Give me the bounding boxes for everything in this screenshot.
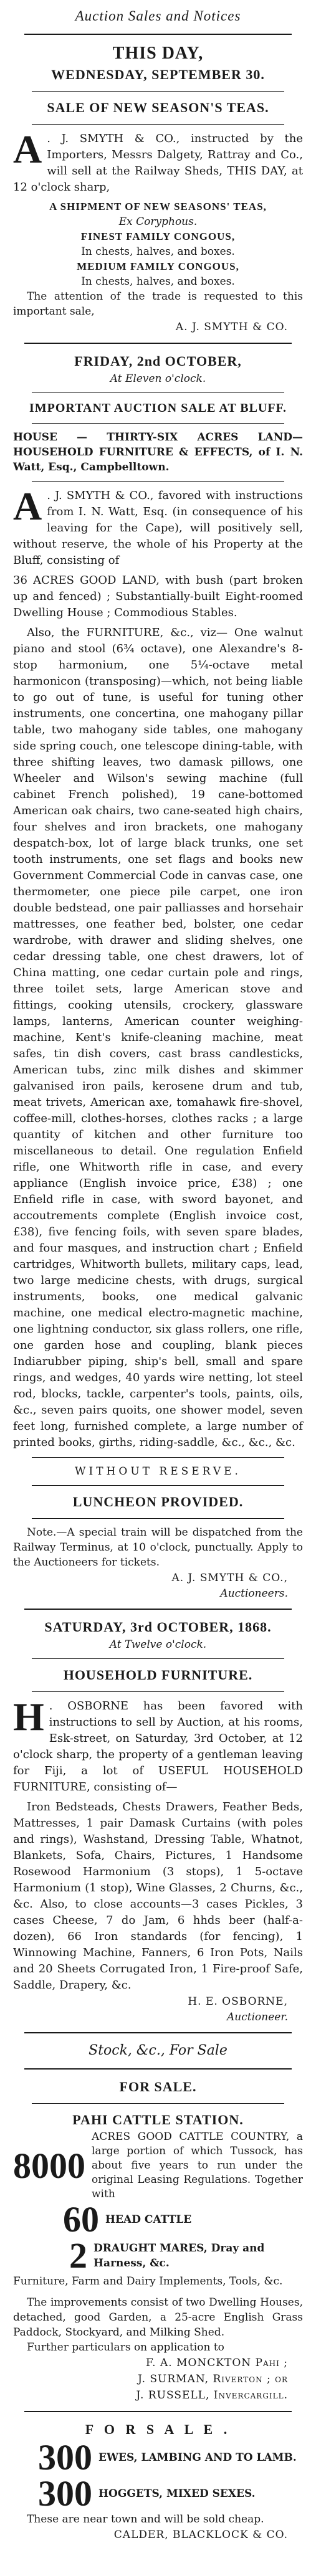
divider bbox=[32, 1457, 284, 1458]
sale-note: Note.—A special train will be dispatched from the Railway Terminus, at 10 o'clock, punctually. Apply to the Auctioneers for tickets. bbox=[13, 1526, 303, 1569]
stock-text: ACRES GOOD CATTLE COUNTRY, a large portion of which Tussock, has about five years to run under the original Leasing Regulations. Together with bbox=[92, 2131, 303, 2200]
sale-line: A SHIPMENT OF NEW SEASONS' TEAS, bbox=[49, 201, 267, 212]
divider bbox=[24, 1609, 292, 1610]
divider bbox=[24, 343, 292, 344]
sale-line: MEDIUM FAMILY CONGOUS, bbox=[77, 260, 239, 272]
sale-title: SALE OF NEW SEASON'S TEAS. bbox=[47, 100, 269, 115]
dropcap: H bbox=[13, 1694, 44, 1739]
divider bbox=[32, 2103, 284, 2104]
divider bbox=[32, 91, 284, 92]
divider bbox=[32, 1518, 284, 1519]
divider bbox=[24, 2411, 292, 2412]
stock-text: HEAD CATTLE bbox=[105, 2213, 192, 2226]
stock-number: 300 bbox=[38, 2473, 92, 2514]
without-reserve: WITHOUT RESERVE. bbox=[75, 1465, 241, 1478]
signature: A. J. SMYTH & CO., bbox=[171, 1572, 288, 1584]
divider bbox=[24, 34, 292, 35]
signature-role: Auctioneer. bbox=[227, 2011, 288, 2023]
sale-time: At Eleven o'clock. bbox=[110, 373, 206, 385]
stock-line: Furniture, Farm and Dairy Implements, Tools, &c. bbox=[13, 2275, 283, 2288]
stock-number: 60 bbox=[63, 2199, 99, 2240]
sale-line: FINEST FAMILY CONGOUS, bbox=[80, 231, 236, 242]
signature: CALDER, BLACKLOCK & CO. bbox=[113, 2529, 288, 2541]
divider bbox=[32, 423, 284, 424]
ad-bluff-sale bbox=[13, 351, 303, 1601]
sale-title: HOUSEHOLD FURNITURE. bbox=[63, 1667, 253, 1683]
sale-date: SATURDAY, 3rd OCTOBER, 1868. bbox=[44, 1619, 272, 1635]
sale-date: WEDNESDAY, SEPTEMBER 30. bbox=[51, 67, 265, 82]
luncheon: LUNCHEON PROVIDED. bbox=[72, 1494, 244, 1509]
stock-line bbox=[13, 2199, 303, 2240]
contact: F. A. MONCKTON Pahi ; bbox=[146, 2357, 288, 2369]
stock-number: 2 bbox=[69, 2235, 87, 2276]
divider bbox=[32, 1485, 284, 1486]
signature-role: Auctioneers. bbox=[220, 1587, 288, 1600]
sale-title: FOR SALE. bbox=[119, 2079, 197, 2094]
sale-subtitle: HOUSE — THIRTY-SIX ACRES LAND— HOUSEHOLD FURNITURE & EFFECTS, of I. N. Watt, Esq., Campbelltown. bbox=[13, 431, 303, 473]
masthead: Auction Sales and Notices bbox=[75, 8, 241, 24]
sale-time: At Twelve o'clock. bbox=[109, 1638, 207, 1651]
divider bbox=[32, 1658, 284, 1659]
sale-acres: 36 ACRES GOOD LAND, with bush (part broken up and fenced) ; Substantially-built Eight-roomed Dwelling House ; Commodious Stables. bbox=[13, 574, 303, 619]
stock-line bbox=[13, 2437, 303, 2478]
station-name: PAHI CATTLE STATION. bbox=[72, 2112, 244, 2127]
sale-title: F O R S A L E . bbox=[85, 2422, 231, 2437]
stock-text: HOGGETS, MIXED SEXES. bbox=[98, 2488, 256, 2500]
sale-title: IMPORTANT AUCTION SALE AT BLUFF. bbox=[29, 401, 287, 415]
sale-body: H . OSBORNE has been favored with instructions to sell by Auction, at his rooms, Esk-street, on Saturday, 3rd October, at 12 o'clock sharp, the property of a gentleman leaving for Fiji, a lot of USEFUL HOUSEHOLD FURNITURE, consisting of— bbox=[13, 1694, 303, 1794]
stock-text: DRAUGHT MARES, Dray and Harness, &c. bbox=[93, 2242, 265, 2269]
dropcap: A bbox=[13, 127, 42, 171]
divider bbox=[32, 392, 284, 393]
stock-line bbox=[13, 2130, 303, 2202]
section-heading: Stock, &c., For Sale bbox=[89, 2043, 227, 2058]
signature: A. J. SMYTH & CO. bbox=[175, 321, 288, 333]
stock-number: 300 bbox=[38, 2437, 92, 2478]
ad-pahi-station bbox=[13, 2077, 303, 2403]
sale-line: In chests, halves, and boxes. bbox=[81, 275, 235, 288]
contact: J. SURMAN, Riverton ; or bbox=[138, 2373, 288, 2385]
advertisement-column bbox=[13, 0, 303, 2543]
ad-ewes-sale bbox=[13, 2420, 303, 2543]
ad-tea-sale bbox=[13, 42, 303, 335]
this-day: THIS DAY, bbox=[112, 44, 204, 63]
divider bbox=[32, 124, 284, 125]
divider bbox=[24, 2068, 292, 2070]
divider bbox=[24, 2032, 292, 2033]
sale-note: These are near town and will be sold cheap. bbox=[27, 2513, 264, 2526]
sale-date: FRIDAY, 2nd OCTOBER, bbox=[74, 353, 242, 369]
sale-note: The attention of the trade is requested to this important sale, bbox=[13, 290, 303, 318]
stock-text: EWES, LAMBING AND TO LAMB. bbox=[98, 2451, 297, 2464]
divider bbox=[32, 1691, 284, 1692]
sale-body: A . J. SMYTH & CO., instructed by the Importers, Messrs Dalgety, Rattray and Co., will sell at the Railway Sheds, THIS DAY, at 12 o'clock sharp, bbox=[13, 127, 303, 194]
contact: J. RUSSELL, Invercargill. bbox=[136, 2389, 288, 2402]
sale-line: In chests, halves, and boxes. bbox=[81, 245, 235, 258]
divider bbox=[32, 481, 284, 482]
sale-items: Iron Bedsteads, Chests Drawers, Feather Beds, Mattresses, 1 pair Damask Curtains (with poles and rings), Washstand, Dressing Table, Whatnot, Blankets, Sofa, Chairs, Pictures, 1 Handsome Rosewood Harmonium (3 stops), 1 5-octave Harmonium (1 stop), Wine Glasses, 2 Churns, &c., &c. Also, to close accounts—3 cases Pickles, 3 cases Cheese, 7 do Jam, 6 hhds beer (half-a-dozen), 66 Iron standards (for fencing), 1 Winnowing Machine, Fanners, 6 Iron Pots, Nails and 20 Sheets Corrugated Iron, 1 Fire-proof Safe, Saddle, Drapery, &c. bbox=[13, 1800, 303, 1992]
sale-line: Ex Coryphous. bbox=[118, 216, 198, 228]
dropcap: A bbox=[13, 484, 42, 528]
stock-line bbox=[13, 2473, 303, 2514]
apply-line: Further particulars on application to bbox=[27, 2341, 224, 2354]
stock-number: 8000 bbox=[13, 2145, 85, 2186]
sale-body: A . J. SMYTH & CO., favored with instructions from I. N. Watt, Esq. (in consequence of his leaving for the Cape), will positively sell, without reserve, the whole of his Property at the Bluff, consisting of bbox=[13, 484, 303, 567]
sale-body: The improvements consist of two Dwelling Houses, detached, good Garden, a 25-acre English Grass Paddock, Stockyard, and Milking Shed. bbox=[13, 2296, 303, 2339]
ad-household-sale bbox=[13, 1617, 303, 2025]
signature: H. E. OSBORNE, bbox=[188, 1995, 288, 2008]
sale-furniture: Also, the FURNITURE, &c., viz— One walnut piano and stool (6¾ octave), one Alexandre's 8-stop harmonium, one 5¼-octave metal harmonicon (transposing)—which, not being liable to go out of tune, is useful for tuning other instruments, one concertina, one mahogany pillar table, two mahogany side tables, one mahogany side spring couch, one telescope dining-table, with three shifting leaves, two damask pillows, one Wheeler and Wilson's sewing machine (full cabinet French polished), 19 cane-bottomed American oak chairs, two cane-seated high chairs, four shelves and iron brackets, one mahogany despatch-box, lot of large black trunks, one set tooth instruments, one set flags and books new Government Commercial Code in canvas case, one thermometer, one piece pile carpet, one iron double bedstead, one pair palliasses and horsehair mattresses, one feather bed, bolster, one cedar wardrobe, with drawer and sliding shelves, one cedar dressing table, one chest drawers, lot of China matting, one cedar curtain pole and rings, three toilet sets, large American stove and fittings, cooking utensils, crockery, glassware lamps, lanterns, American counter weighing-machine, Kent's knife-cleaning machine, meat safes, tin dish covers, cast brass candlesticks, American tubs, zinc milk dishes and skimmer galvanised iron pails, kerosene drum and tub, meat trivets, American axe, tomahawk fire-shovel, coffee-mill, clothes-horses, clothes racks ; a large quantity of kitchen and other furniture too miscellaneous to detail. One regulation Enfield rifle, one Whitworth rifle in case, and every appliance (English invoice price, £38) ; one Enfield rifle in case, with sword bayonet, and accoutrements complete (English invoice cost, £38), five fencing foils, with seven spare blades, and four masques, and instruction chart ; Enfield cartridges, Whitworth bullets, military caps, lead, two large medicine chests, with drugs, surgical instruments, books, one medical galvanic machine, one medical electro-magnetic machine, one lightning conductor, six glass rollers, one rifle, one garden hose and coupling, blank pieces Indiarubber piping, ship's bell, small and spare rings, and wedges, 40 yards wire netting, lot steel rod, blocks, tackle, carpenter's tools, paints, oils, &c., seven pairs quoits, one shower model, seven feet long, furnished complete, a large number of printed books, girths, riding-saddle, &c., &c., &c. bbox=[13, 626, 303, 1449]
stock-line bbox=[13, 2235, 303, 2276]
